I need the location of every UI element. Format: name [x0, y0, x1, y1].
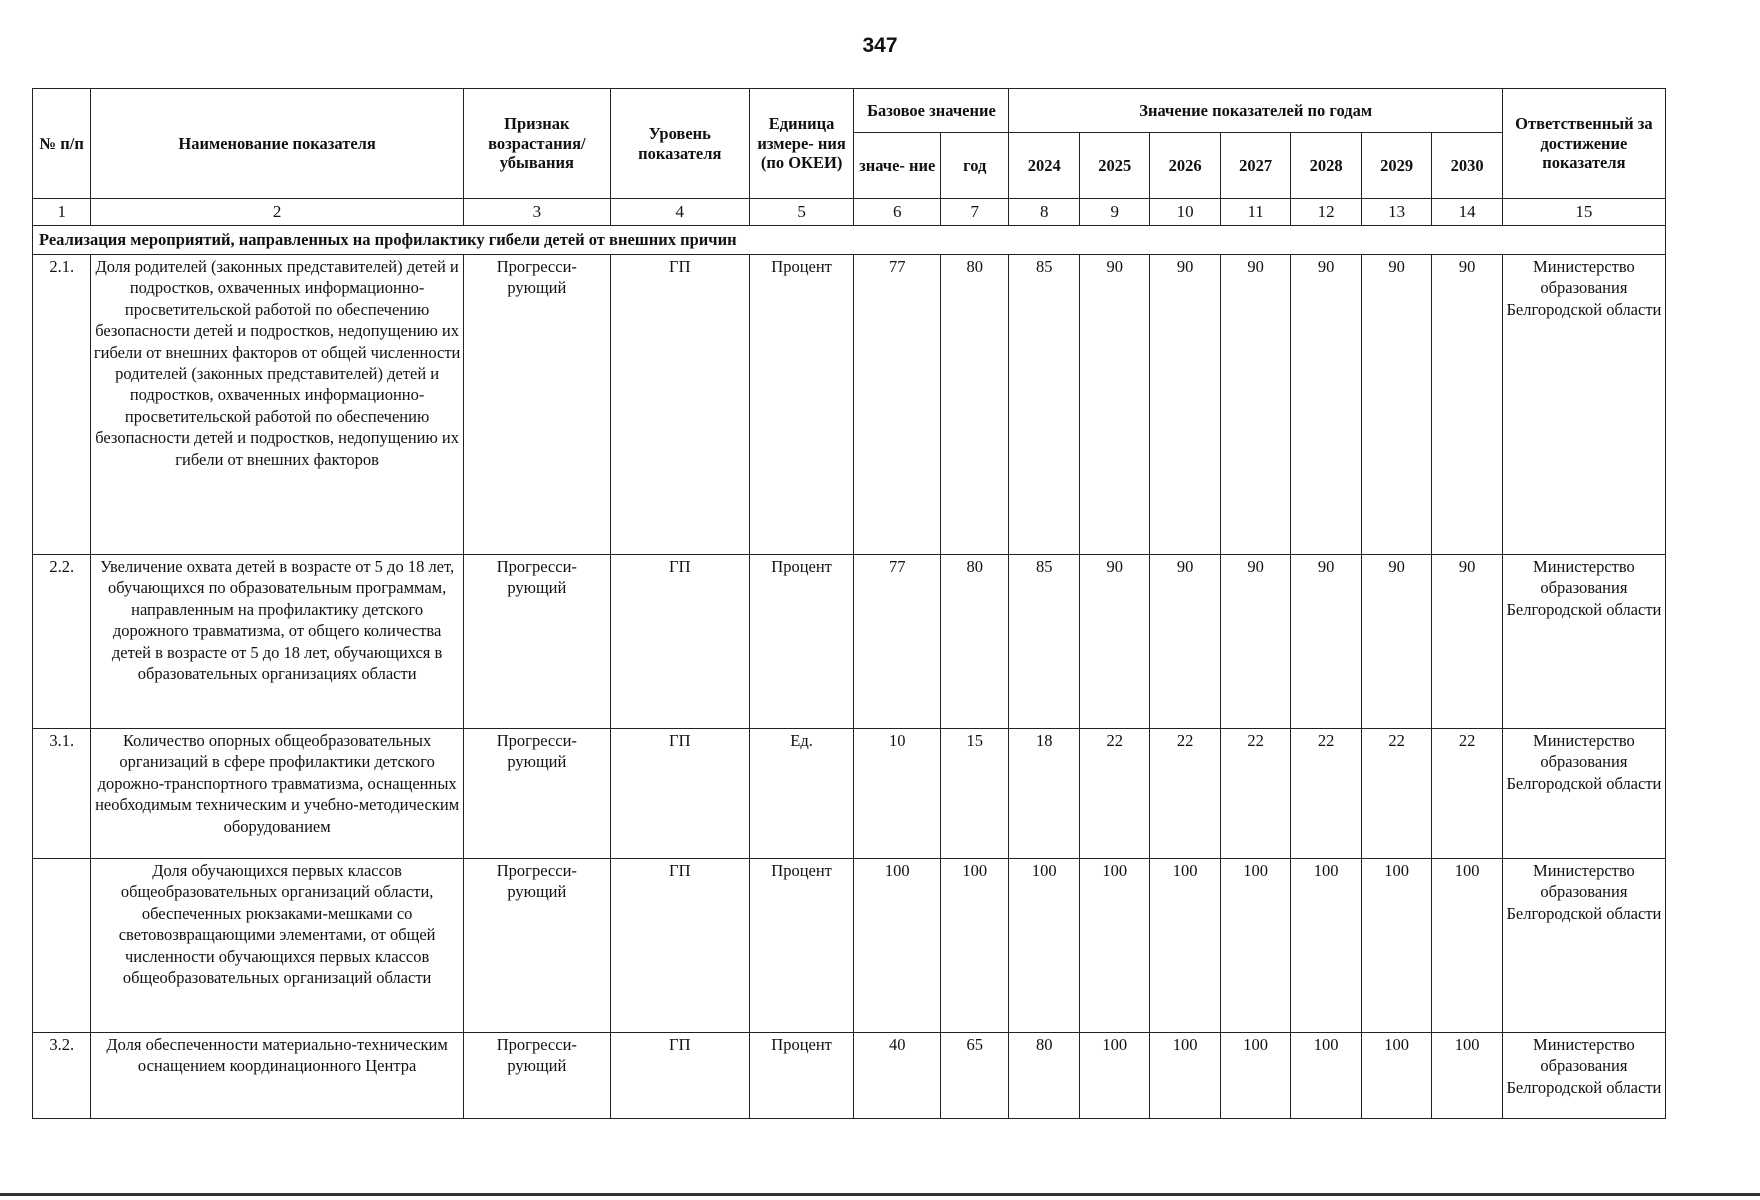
header-year: 2026	[1150, 133, 1220, 199]
row-trend: Прогресси- рующий	[463, 555, 610, 729]
header-base: Базовое значение	[854, 89, 1009, 133]
row-base-year: 80	[941, 255, 1009, 555]
row-num: 2.1.	[33, 255, 91, 555]
header-year: 2030	[1432, 133, 1503, 199]
page-number: 347	[862, 34, 898, 57]
row-name: Доля обеспеченности материально-техническим оснащением координационного Центра	[91, 1033, 463, 1119]
header-trend: Признак возрастания/ убывания	[463, 89, 610, 199]
section-title: Реализация мероприятий, направленных на профилактику гибели детей от внешних причин	[33, 226, 1666, 255]
header-year: 2028	[1291, 133, 1361, 199]
table-row	[33, 555, 1666, 729]
column-number: 8	[1009, 199, 1079, 226]
row-value-2028: 90	[1291, 255, 1361, 555]
row-base-year: 80	[941, 555, 1009, 729]
column-number: 7	[941, 199, 1009, 226]
header-years-title: Значение показателей по годам	[1009, 89, 1502, 133]
row-value-2030: 22	[1432, 729, 1503, 859]
row-value-2024: 18	[1009, 729, 1079, 859]
row-level: ГП	[610, 1033, 749, 1119]
row-value-2026: 100	[1150, 859, 1220, 1033]
row-value-2029: 22	[1361, 729, 1431, 859]
row-base-value: 77	[854, 555, 941, 729]
row-value-2029: 100	[1361, 859, 1431, 1033]
row-trend: Прогресси- рующий	[463, 729, 610, 859]
table-row	[33, 255, 1666, 555]
row-value-2024: 100	[1009, 859, 1079, 1033]
row-unit: Процент	[749, 255, 854, 555]
row-name: Доля обучающихся первых классов общеобразовательных организаций области, обеспеченных рюкзаками-мешками со световозвращающими элементами, от общей численности обучающихся первых классов общеобразовательных организаций области	[91, 859, 463, 1033]
column-number: 9	[1079, 199, 1149, 226]
header-level: Уровень показателя	[610, 89, 749, 199]
row-base-value: 100	[854, 859, 941, 1033]
row-unit: Процент	[749, 1033, 854, 1119]
table-body	[33, 199, 1666, 1119]
row-value-2025: 90	[1079, 555, 1149, 729]
row-value-2026: 22	[1150, 729, 1220, 859]
row-value-2025: 90	[1079, 255, 1149, 555]
header-year: 2024	[1009, 133, 1079, 199]
row-value-2027: 22	[1220, 729, 1290, 859]
row-base-year: 100	[941, 859, 1009, 1033]
row-base-year: 15	[941, 729, 1009, 859]
row-level: ГП	[610, 729, 749, 859]
header-base-year: год	[941, 133, 1009, 199]
table-header	[33, 89, 1666, 199]
row-level: ГП	[610, 255, 749, 555]
indicators-table	[32, 88, 1666, 1119]
row-num	[33, 859, 91, 1033]
column-number: 1	[33, 199, 91, 226]
column-number: 5	[749, 199, 854, 226]
row-base-year: 65	[941, 1033, 1009, 1119]
column-number: 3	[463, 199, 610, 226]
column-numbers-row	[33, 199, 1666, 226]
row-value-2029: 90	[1361, 255, 1431, 555]
row-value-2030: 90	[1432, 255, 1503, 555]
table-row	[33, 859, 1666, 1033]
row-value-2025: 100	[1079, 1033, 1149, 1119]
row-trend: Прогресси- рующий	[463, 859, 610, 1033]
row-value-2030: 90	[1432, 555, 1503, 729]
row-value-2027: 90	[1220, 255, 1290, 555]
row-value-2027: 90	[1220, 555, 1290, 729]
row-num: 3.2.	[33, 1033, 91, 1119]
row-level: ГП	[610, 555, 749, 729]
row-base-value: 10	[854, 729, 941, 859]
row-value-2026: 100	[1150, 1033, 1220, 1119]
indicators-sheet	[32, 88, 1666, 1119]
row-value-2027: 100	[1220, 1033, 1290, 1119]
row-value-2028: 100	[1291, 859, 1361, 1033]
section-row	[33, 226, 1666, 255]
row-responsible: Министерство образования Белгородской области	[1502, 1033, 1665, 1119]
row-value-2026: 90	[1150, 555, 1220, 729]
column-number: 14	[1432, 199, 1503, 226]
header-responsible: Ответственный за достижение показателя	[1502, 89, 1665, 199]
row-trend: Прогресси- рующий	[463, 1033, 610, 1119]
header-num: № п/п	[33, 89, 91, 199]
row-value-2029: 100	[1361, 1033, 1431, 1119]
row-name: Увеличение охвата детей в возрасте от 5 до 18 лет, обучающихся по образовательным программам, направленным на профилактику детского дорожного травматизма, от общего количества детей в возрасте от 5 до 18 лет, обучающихся в образовательных организациях области	[91, 555, 463, 729]
row-responsible: Министерство образования Белгородской области	[1502, 555, 1665, 729]
row-value-2025: 100	[1079, 859, 1149, 1033]
row-num: 2.2.	[33, 555, 91, 729]
row-value-2029: 90	[1361, 555, 1431, 729]
table-row	[33, 729, 1666, 859]
row-value-2025: 22	[1079, 729, 1149, 859]
row-name: Доля родителей (законных представителей) детей и подростков, охваченных информационно-просветительской работой по обеспечению безопасности детей и подростков, недопущению их гибели от внешних факторов от общей численности родителей (законных представителей) детей и подростков, охваченных информационно-просветительской работой по обеспечению безопасности детей и подростков, недопущению их гибели от внешних факторов	[91, 255, 463, 555]
row-value-2030: 100	[1432, 1033, 1503, 1119]
column-number: 15	[1502, 199, 1665, 226]
row-value-2024: 85	[1009, 255, 1079, 555]
row-value-2028: 22	[1291, 729, 1361, 859]
table-row	[33, 1033, 1666, 1119]
header-year: 2029	[1361, 133, 1431, 199]
row-value-2024: 80	[1009, 1033, 1079, 1119]
row-unit: Процент	[749, 859, 854, 1033]
row-unit: Процент	[749, 555, 854, 729]
header-year: 2027	[1220, 133, 1290, 199]
column-number: 12	[1291, 199, 1361, 226]
row-value-2024: 85	[1009, 555, 1079, 729]
row-base-value: 40	[854, 1033, 941, 1119]
row-level: ГП	[610, 859, 749, 1033]
row-value-2026: 90	[1150, 255, 1220, 555]
column-number: 6	[854, 199, 941, 226]
row-unit: Ед.	[749, 729, 854, 859]
row-num: 3.1.	[33, 729, 91, 859]
header-name: Наименование показателя	[91, 89, 463, 199]
row-trend: Прогресси- рующий	[463, 255, 610, 555]
row-value-2027: 100	[1220, 859, 1290, 1033]
column-number: 13	[1361, 199, 1431, 226]
column-number: 2	[91, 199, 463, 226]
row-value-2030: 100	[1432, 859, 1503, 1033]
bottom-rule	[0, 1193, 1760, 1196]
header-year: 2025	[1079, 133, 1149, 199]
header-base-value: значе- ние	[854, 133, 941, 199]
row-name: Количество опорных общеобразовательных организаций в сфере профилактики детского дорожно-транспортного травматизма, оснащенных необходимым техническим и учебно-методическим оборудованием	[91, 729, 463, 859]
column-number: 4	[610, 199, 749, 226]
column-number: 11	[1220, 199, 1290, 226]
row-responsible: Министерство образования Белгородской области	[1502, 859, 1665, 1033]
row-value-2028: 90	[1291, 555, 1361, 729]
row-value-2028: 100	[1291, 1033, 1361, 1119]
row-responsible: Министерство образования Белгородской области	[1502, 729, 1665, 859]
row-base-value: 77	[854, 255, 941, 555]
header-unit: Единица измере- ния (по ОКЕИ)	[749, 89, 854, 199]
column-number: 10	[1150, 199, 1220, 226]
row-responsible: Министерство образования Белгородской области	[1502, 255, 1665, 555]
